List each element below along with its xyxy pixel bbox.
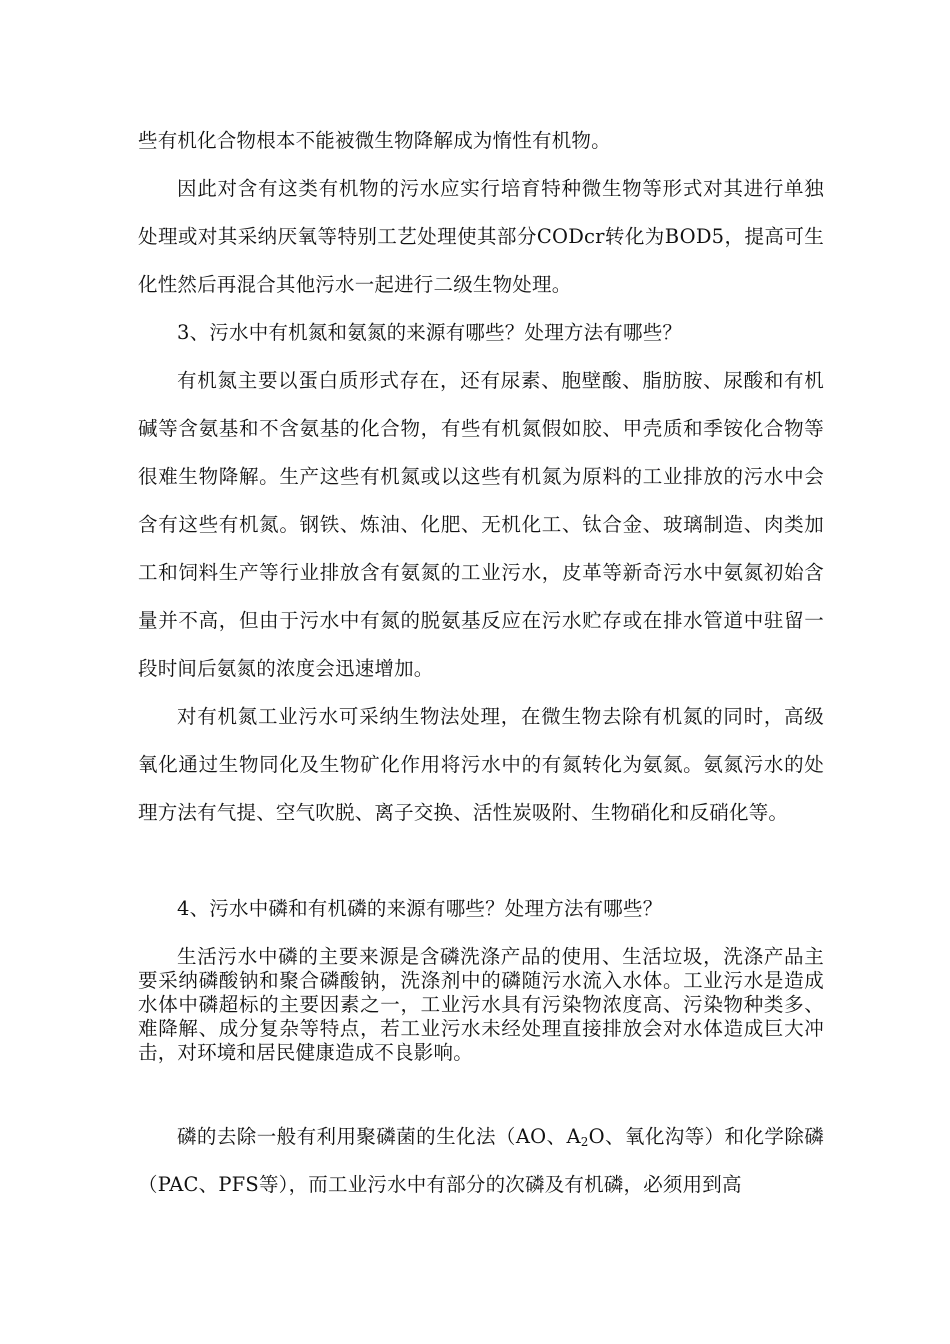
paragraph-phosphorus-removal — [138, 1113, 824, 1209]
paragraph-nitrogen-treatment: 对有机氮工业污水可采纳生物法处理，在微生物去除有机氮的同时，高级氧化通过生物同化及生物矿化作用将污水中的有氮转化为氨氮。氨氮污水的处理方法有气提、空气吹脱、离子交换、活性炭吸附、生物硝化和反硝化等。 — [138, 705, 824, 824]
phosphorus-removal-text-end: O、氧化沟等）和化学除磷（PAC、PFS等），而工业污水中有部分的次磷及有机磷，必须用到高 — [138, 1125, 824, 1196]
heading-question-3: 3、污水中有机氮和氨氮的来源有哪些？处理方法有哪些？ — [177, 321, 683, 344]
paragraph-phosphorus-sources: 生活污水中磷的主要来源是含磷洗涤产品的使用、生活垃圾，洗涤产品主要采纳磷酸钠和聚合磷酸钠，洗涤剂中的磷随污水流入水体。工业污水是造成水体中磷超标的主要因素之一，工业污水具有污染物浓度高、污染物种类多、难降解、成分复杂等特点，若工业污水未经处理直接排放会对水体造成巨大冲击，对环境和居民健康造成不良影响。 — [138, 945, 824, 1064]
heading-question-4: 4、污水中磷和有机磷的来源有哪些？处理方法有哪些？ — [177, 897, 663, 920]
subscript-two: 2 — [580, 1135, 589, 1149]
phosphorus-removal-text-start: 磷的去除一般有利用聚磷菌的生化法（AO、A — [177, 1125, 581, 1148]
paragraph-special-microbes: 因此对含有这类有机物的污水应实行培育特种微生物等形式对其进行单独处理或对其采纳厌氧等特别工艺处理使其部分CODcr转化为BOD5，提高可生化性然后再混合其他污水一起进行二级生物处理。 — [138, 177, 824, 296]
paragraph-organic-nitrogen-sources: 有机氮主要以蛋白质形式存在，还有尿素、胞壁酸、脂肪胺、尿酸和有机碱等含氨基和不含氨基的化合物，有些有机氮假如胶、甲壳质和季铵化合物等很难生物降解。生产这些有机氮或以这些有机氮为原料的工业排放的污水中会含有这些有机氮。钢铁、炼油、化肥、无机化工、钛合金、玻璃制造、肉类加工和饲料生产等行业排放含有氨氮的工业污水，皮革等新奇污水中氨氮初始含量并不高，但由于污水中有氮的脱氨基反应在污水贮存或在排水管道中驻留一段时间后氨氮的浓度会迅速增加。 — [138, 369, 824, 680]
paragraph-continuation: 些有机化合物根本不能被微生物降解成为惰性有机物。 — [138, 129, 611, 152]
